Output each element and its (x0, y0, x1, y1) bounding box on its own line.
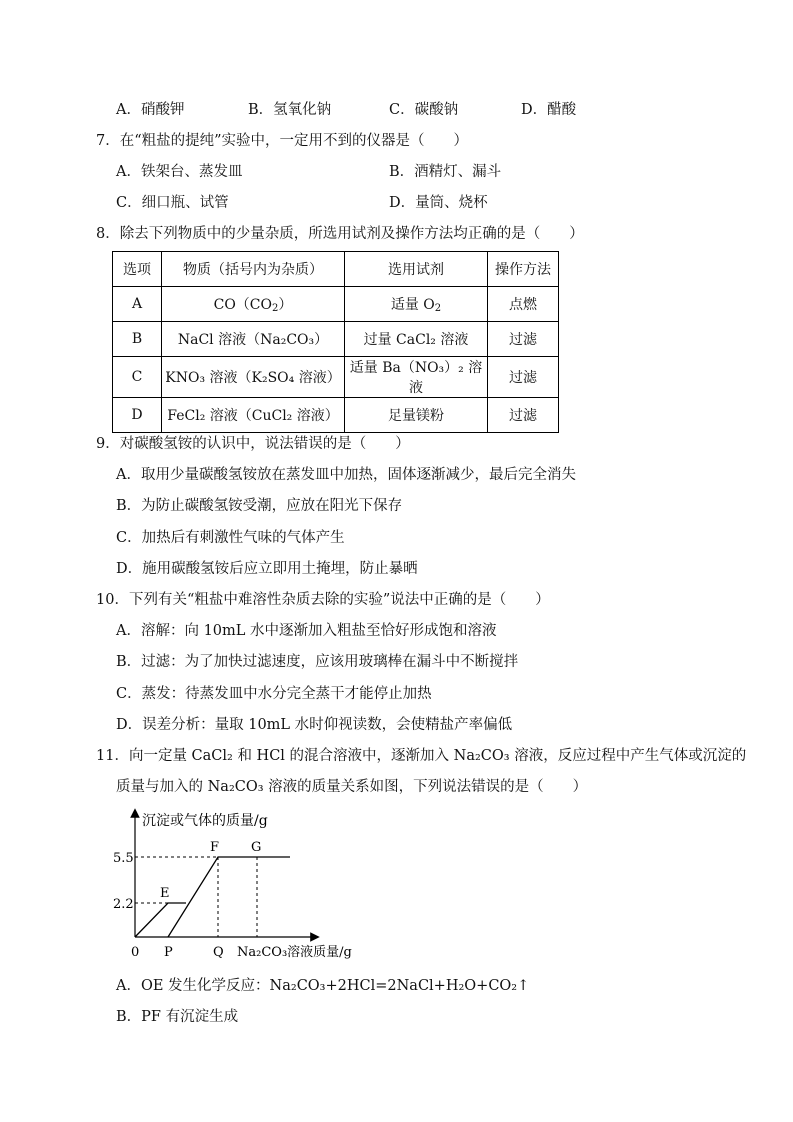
q10-option-c: C．蒸发：待蒸发皿中水分完全蒸干才能停止加热 (116, 686, 432, 702)
q7-stem: 7．在“粗盐的提纯”实验中，一定用不到的仪器是（ ） (96, 133, 469, 149)
q7-option-d: D．量筒、烧杯 (389, 195, 488, 211)
q8-table (112, 251, 559, 433)
row-option: D (113, 398, 162, 433)
row-option: B (113, 322, 162, 357)
q6-option-c: C．碳酸钠 (389, 102, 459, 118)
q7-option-b: B．酒精灯、漏斗 (389, 164, 502, 180)
row-method: 过滤 (488, 398, 559, 433)
q9-option-a: A．取用少量碳酸氢铵放在蒸发皿中加热，固体逐渐减少，最后完全消失 (116, 467, 576, 483)
row-substance: KNO₃ 溶液（K₂SO₄ 溶液） (162, 357, 345, 398)
q11-graph (100, 805, 380, 965)
y-axis-label: 沉淀或气体的质量/g (142, 813, 268, 829)
row-method: 过滤 (488, 357, 559, 398)
point-label-f: F (210, 840, 220, 855)
q6-option-d: D．醋酸 (521, 102, 577, 118)
y-tick-2.2: 2.2 (113, 897, 134, 912)
point-label-e: E (160, 886, 170, 901)
table-header-row (113, 252, 559, 287)
row-method: 点燃 (488, 287, 559, 322)
table-row (113, 322, 559, 357)
point-label-g: G (251, 840, 262, 855)
q9-stem: 9．对碳酸氢铵的认识中，说法错误的是（ ） (96, 436, 410, 452)
q10-option-a: A．溶解：向 10mL 水中逐渐加入粗盐至恰好形成饱和溶液 (116, 623, 497, 639)
q7-option-a: A．铁架台、蒸发皿 (116, 164, 243, 180)
y-tick-5.5: 5.5 (113, 851, 134, 866)
q9-option-b: B．为防止碳酸氢铵受潮，应放在阳光下保存 (116, 498, 403, 514)
header-substance: 物质（括号内为杂质） (162, 252, 345, 287)
header-method: 操作方法 (488, 252, 559, 287)
row-reagent: 适量 $O_2$ (345, 287, 488, 322)
q7-option-c: C．细口瓶、试管 (116, 195, 229, 211)
q11-option-a: A．OE 发生化学反应：Na₂CO₃+2HCl=2NaCl+H₂O+CO₂↑ (116, 978, 530, 994)
q10-option-b: B．过滤：为了加快过滤速度，应该用玻璃棒在漏斗中不断搅拌 (116, 654, 519, 670)
x-tick-q: Q (213, 945, 224, 960)
q8-stem: 8．除去下列物质中的少量杂质，所选用试剂及操作方法均正确的是（ ） (96, 226, 584, 242)
row-substance: $CO(CO_2)$ (162, 287, 345, 322)
series-precipitate (168, 857, 290, 937)
row-substance: NaCl 溶液（Na₂CO₃） (162, 322, 345, 357)
row-option: C (113, 357, 162, 398)
table-row (113, 357, 559, 398)
q11-option-b: B．PF 有沉淀生成 (116, 1009, 239, 1025)
row-reagent: 足量镁粉 (345, 398, 488, 433)
q11-stem-line2: 质量与加入的 Na₂CO₃ 溶液的质量关系如图，下列说法错误的是（ ） (116, 779, 588, 795)
table-row (113, 287, 559, 322)
row-method: 过滤 (488, 322, 559, 357)
row-reagent: 适量 Ba（NO₃）₂ 溶液 (345, 357, 488, 398)
x-axis-label: Na₂CO₃溶液质量/g (237, 945, 352, 960)
q6-option-a: A．硝酸钾 (116, 102, 185, 118)
x-tick-p: P (164, 945, 173, 960)
row-substance: FeCl₂ 溶液（CuCl₂ 溶液） (162, 398, 345, 433)
row-reagent: 过量 CaCl₂ 溶液 (345, 322, 488, 357)
q11-stem-line1: 11．向一定量 CaCl₂ 和 HCl 的混合溶液中，逐渐加入 Na₂CO₃ 溶液，反应过程中产生气体或沉淀的 (96, 748, 747, 764)
q6-option-b: B．氢氧化钠 (248, 102, 332, 118)
header-reagent: 选用试剂 (345, 252, 488, 287)
x-tick-0: 0 (131, 945, 140, 960)
table-row (113, 398, 559, 433)
q10-option-d: D．误差分析：量取 10mL 水时仰视读数，会使精盐产率偏低 (116, 717, 513, 733)
q9-option-c: C．加热后有刺激性气味的气体产生 (116, 530, 345, 546)
q10-stem: 10．下列有关“粗盐中难溶性杂质去除的实验”说法中正确的是（ ） (96, 592, 550, 608)
row-option: A (113, 287, 162, 322)
q9-option-d: D．施用碳酸氢铵后应立即用土掩埋，防止暴晒 (116, 561, 418, 577)
header-option: 选项 (113, 252, 162, 287)
